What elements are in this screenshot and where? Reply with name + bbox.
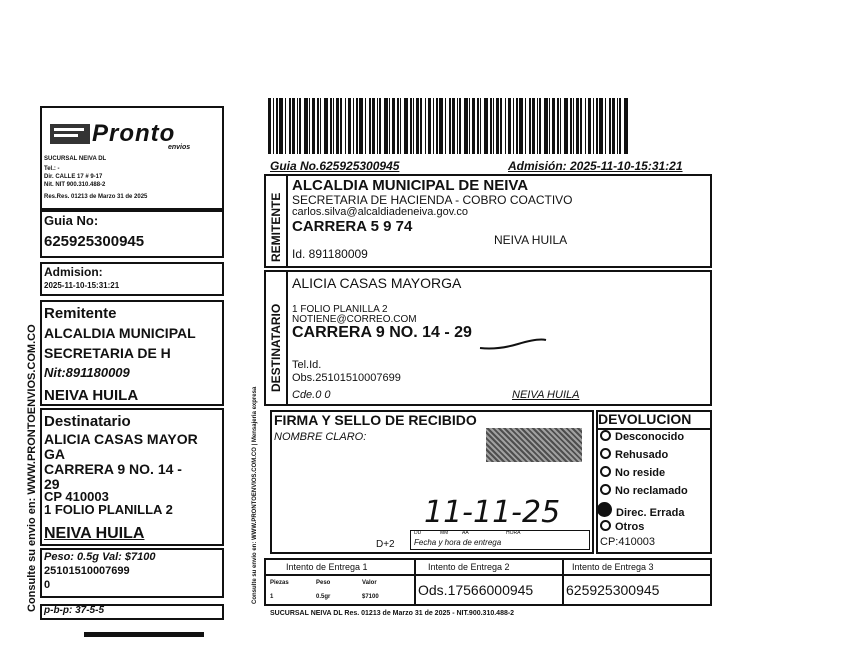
main-dest-address: CARRERA 9 NO. 14 - 29: [292, 324, 472, 341]
stub-destinatario-title: Destinatario: [44, 413, 131, 430]
stub-side-url: Consulte su envio en: WWW.PRONTOENVIOS.COM.CO: [26, 324, 38, 612]
stub-admision-value: 2025-11-10-15:31:21: [44, 281, 120, 290]
stub-peso: Peso: 0.5g Val: $7100: [44, 551, 156, 563]
stub-dest-line2: GA: [44, 446, 65, 462]
radio-icon: [600, 466, 611, 477]
dev-option-label: Otros: [615, 521, 645, 533]
piezas-label: Piezas: [270, 580, 289, 586]
devolucion-title: DEVOLUCION: [598, 411, 692, 427]
dev-option-label: Direc. Errada: [616, 507, 685, 519]
mm-label: MM: [440, 530, 449, 536]
main-dest-tel: Tel.Id.: [292, 359, 322, 371]
main-rem-id: Id. 891180009: [292, 247, 368, 261]
intento-2-label: Intento de Entrega 2: [428, 562, 510, 572]
stub-dest-folio: 1 FOLIO PLANILLA 2: [44, 502, 173, 517]
radio-icon: [600, 448, 611, 459]
main-dest-folio: 1 FOLIO PLANILLA 2: [292, 304, 388, 315]
radio-icon: [600, 484, 611, 495]
logo-subtext: envios: [168, 144, 191, 151]
stub-remitente-line2: SECRETARIA DE H: [44, 345, 171, 361]
main-rem-city: NEIVA HUILA: [494, 233, 568, 247]
stub-guia-label: Guia No:: [44, 213, 99, 228]
main-dest-cde: Cde.0 0: [292, 389, 331, 401]
main-dest-city: NEIVA HUILA: [512, 389, 580, 401]
logo-text: Pronto: [92, 120, 176, 147]
hora-label: HORA: [506, 530, 521, 536]
main-admision: Admisión: 2025-11-10-15:31:21: [508, 159, 683, 173]
remitente-side-label: REMITENTE: [269, 192, 283, 262]
piezas-value: 1: [270, 594, 274, 600]
stub-guia-value: 625925300945: [44, 233, 145, 250]
destinatario-divider: [286, 270, 288, 406]
stub-zero: 0: [44, 579, 51, 591]
stub-nit: Nit. NIT 900.310.488-2: [44, 182, 106, 188]
fecha-hora-label: Fecha y hora de entrega: [414, 538, 502, 547]
intentos-header-rule: [264, 574, 712, 576]
stub-tel: Tel.: -: [44, 166, 60, 172]
dev-option-rehusado: [600, 448, 668, 461]
nombre-claro-label: NOMBRE CLARO:: [274, 431, 367, 443]
scan-mark: [84, 632, 204, 637]
dev-option-no-reclamado: [600, 484, 688, 497]
radio-icon: [600, 430, 611, 441]
main-rem-address: CARRERA 5 9 74: [292, 218, 413, 235]
radio-icon-checked: [597, 502, 612, 517]
peso-label: Peso: [316, 580, 331, 586]
dev-option-otros: [600, 520, 644, 533]
main-rem-dept: SECRETARIA DE HACIENDA - COBRO COACTIVO: [292, 193, 573, 207]
stub-dest-line1: ALICIA CASAS MAYOR: [44, 431, 198, 447]
dev-option-label: Desconocido: [615, 431, 685, 443]
handwritten-date: 11-11-25: [424, 495, 561, 530]
dev-option-direc-errada: [600, 502, 684, 519]
main-dest-email: NOTIENE@CORREO.COM: [292, 314, 417, 325]
valor-label: Valor: [362, 580, 377, 586]
dev-option-desconocido: [600, 430, 684, 443]
guia-repeat-value: 625925300945: [566, 582, 660, 598]
aa-label: AA: [462, 530, 469, 536]
address-underline-scribble: [478, 336, 548, 352]
destinatario-side-label: DESTINATARIO: [269, 303, 283, 392]
stub-res: Res.Res. 01213 de Marzo 31 de 2025: [44, 194, 148, 200]
main-footer: SUCURSAL NEIVA DL Res. 01213 de Marzo 31 de 2025 - NIT.900.310.488-2: [270, 610, 515, 617]
valor-value: $7100: [362, 594, 379, 600]
radio-icon: [600, 520, 611, 531]
stub-dest-city: NEIVA HUILA: [44, 525, 145, 542]
stub-sucursal: SUCURSAL NEIVA DL: [44, 156, 107, 162]
dev-option-label: No reside: [615, 467, 666, 479]
dev-option-no-reside: [600, 466, 665, 479]
stub-dest-cp: CP 410003: [44, 489, 109, 504]
pronto-logo: [48, 118, 220, 152]
stub-dest-line3: CARRERA 9 NO. 14 -: [44, 461, 182, 477]
stub-ref: 25101510007699: [44, 565, 130, 577]
stub-dir: Dir. CALLE 17 # 9-17: [44, 174, 103, 180]
stub-admision-label: Admision:: [44, 265, 103, 279]
main-dest-obs: Obs.25101510007699: [292, 372, 401, 384]
main-guia: Guia No.625925300945: [270, 159, 400, 173]
stub-remitente-title: Remitente: [44, 305, 117, 322]
intento-3-label: Intento de Entrega 3: [572, 562, 654, 572]
main-dest-name: ALICIA CASAS MAYORGA: [292, 275, 462, 291]
d-plus-2: D+2: [376, 539, 395, 550]
stub-remitente-nit: Nit:891180009: [44, 365, 130, 380]
signature-stamp: [486, 428, 582, 462]
dd-label: DD: [414, 530, 422, 536]
barcode: [268, 98, 712, 154]
stub-dest-line4: 29: [44, 476, 60, 492]
dev-cp: CP:410003: [600, 536, 656, 548]
main-side-url: Consulte su envio en: WWW.PRONTOENVIOS.COM.CO | Mensajeria expresa: [252, 386, 258, 604]
intento-1-label: Intento de Entrega 1: [286, 562, 368, 572]
dev-option-label: Rehusado: [615, 449, 669, 461]
ods-value: Ods.17566000945: [418, 582, 534, 598]
main-rem-name: ALCALDIA MUNICIPAL DE NEIVA: [292, 177, 529, 194]
intentos-col-2: [562, 558, 564, 606]
remitente-divider: [286, 174, 288, 268]
stub-bottom-text: p-b-p: 37-5-5: [44, 605, 104, 616]
stub-remitente-city: NEIVA HUILA: [44, 387, 139, 404]
peso-value: 0.5gr: [316, 594, 331, 600]
intentos-col-1: [414, 558, 416, 606]
stub-remitente-line1: ALCALDIA MUNICIPAL: [44, 325, 196, 341]
dev-option-label: No reclamado: [615, 485, 688, 497]
firma-title: FIRMA Y SELLO DE RECIBIDO: [274, 412, 477, 428]
main-rem-email: carlos.silva@alcaldiadeneiva.gov.co: [292, 206, 469, 218]
